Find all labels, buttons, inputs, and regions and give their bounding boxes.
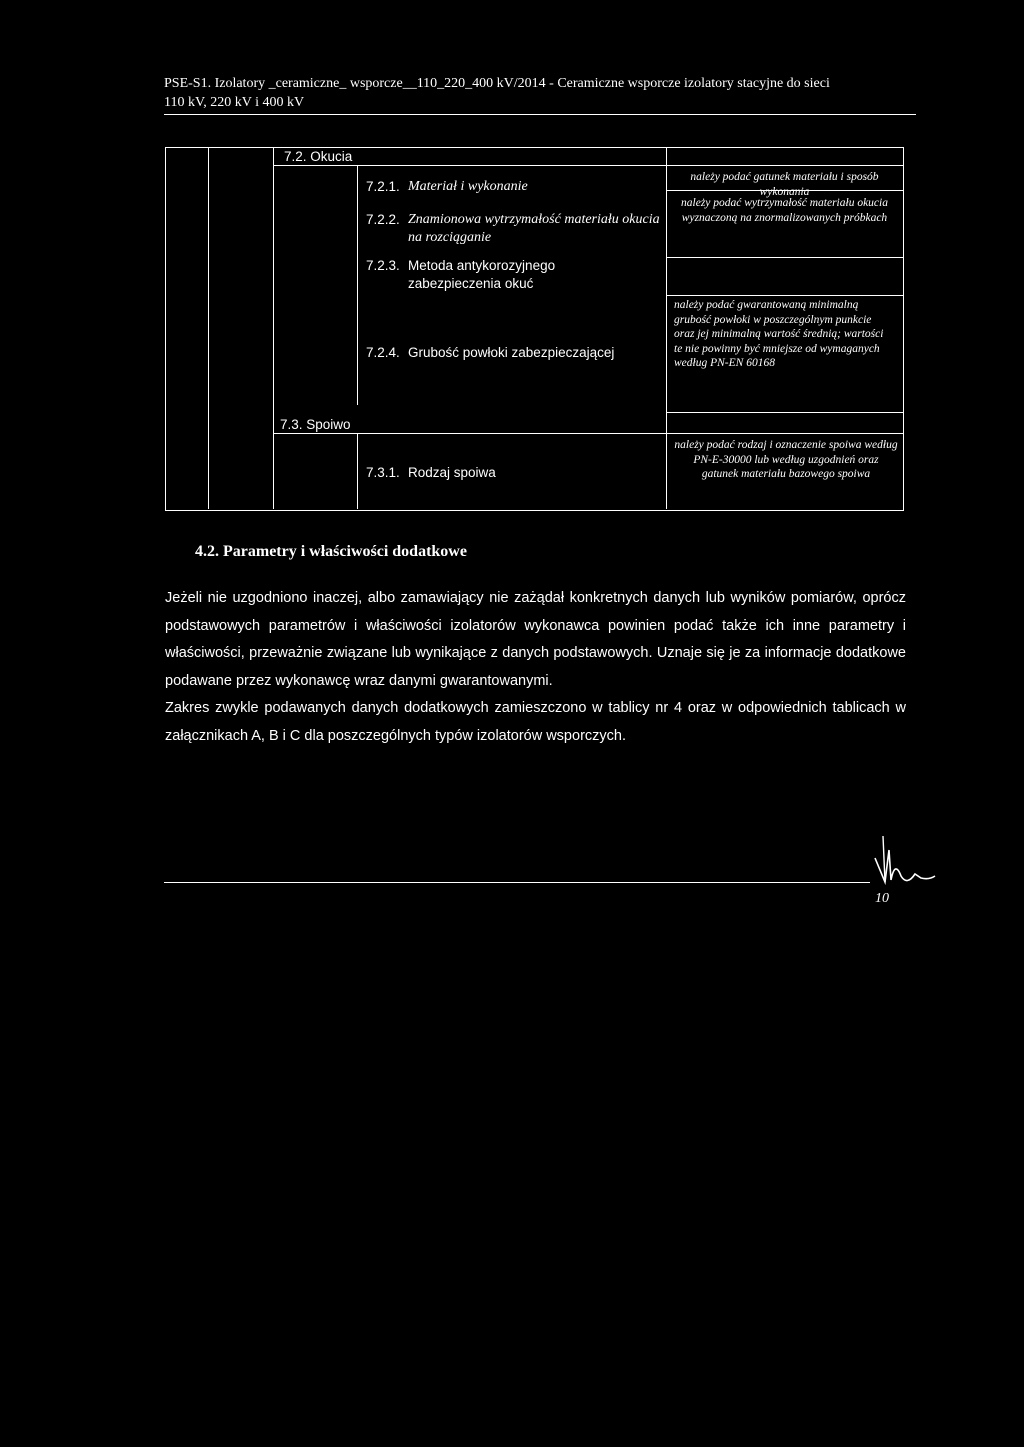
column-divider <box>208 148 209 509</box>
paragraph: Jeżeli nie uzgodniono inaczej, albo zamawiający nie zażądał konkretnych danych lub wyników pomiarów, oprócz podstawowych parametrów i właściwości izolatorów wykonawca powinien podać także ich inne parametry i właściwości, przeważnie związane lub wynikające z danych podstawowych. Uznaje się je za informacje dodatkowe podawane przez wykonawcę wraz danymi gwarantowanymi. <box>165 590 906 689</box>
row-divider <box>666 295 903 296</box>
paragraph: Zakres zwykle podawanych danych dodatkowych zamieszczono w tablicy nr 4 oraz w odpowiednich tablicach w załącznikach A, B i C dla poszczególnych typów izolatorów wsporczych. <box>165 700 906 744</box>
column-divider <box>357 433 358 509</box>
header-line-2: 110 kV, 220 kV i 400 kV <box>164 95 305 110</box>
column-divider <box>357 165 358 405</box>
column-divider <box>666 148 667 509</box>
requirement-7-3-1: należy podać rodzaj i oznaczenie spoiwa według PN-E-30000 lub według uzgodnień oraz gatunek materiału bazowego spoiwa <box>674 439 898 480</box>
row-divider <box>666 412 903 413</box>
specification-table <box>165 147 904 511</box>
header-line-1: PSE-S1. Izolatory _ceramiczne_ wsporcze__110_220_400 kV/2014 - Ceramiczne wsporcze izolatory stacyjne do sieci <box>164 76 830 91</box>
row-label-7-2-2: Znamionowa wytrzymałość materiału okucia na rozciąganie <box>408 212 660 245</box>
requirement-7-2-2: należy podać wytrzymałość materiału okucia wyznaczoną na znormalizowanych próbkach <box>681 197 888 224</box>
row-divider <box>273 433 903 434</box>
section-body <box>165 585 906 751</box>
row-label-7-3-1: Rodzaj spoiwa <box>408 465 496 480</box>
section-okucia: 7.2. Okucia <box>284 149 353 164</box>
section-spoiwo: 7.3. Spoiwo <box>280 417 351 432</box>
row-number-7-2-1: 7.2.1. <box>366 179 400 194</box>
signature-rule <box>164 882 870 883</box>
header-rule <box>164 114 916 115</box>
document-header <box>164 74 924 112</box>
row-number-7-3-1: 7.3.1. <box>366 465 400 480</box>
row-label-7-2-3: Metoda antykorozyjnego zabezpieczenia okuć <box>408 258 556 291</box>
section-heading: 4.2. Parametry i właściwości dodatkowe <box>195 543 467 560</box>
row-label-7-2-1: Materiał i wykonanie <box>408 179 528 194</box>
row-number-7-2-3: 7.2.3. <box>366 258 400 273</box>
handwritten-signature <box>845 830 965 910</box>
column-divider <box>273 148 274 509</box>
row-divider <box>666 257 903 258</box>
page-number: 10 <box>875 891 889 906</box>
requirement-7-2-4: należy podać gwarantowaną minimalną grubość powłoki w poszczególnym punkcie oraz jej minimalną wartość średnią; wartości te nie powinny być mniejsze od wymaganych według PN-EN 60168 <box>674 299 884 369</box>
row-label-7-2-4: Grubość powłoki zabezpieczającej <box>408 345 615 360</box>
requirement-7-2-1: należy podać gatunek materiału i sposób wykonania <box>690 171 879 198</box>
row-number-7-2-2: 7.2.2. <box>366 212 400 227</box>
row-divider <box>273 165 903 166</box>
row-number-7-2-4: 7.2.4. <box>366 345 400 360</box>
